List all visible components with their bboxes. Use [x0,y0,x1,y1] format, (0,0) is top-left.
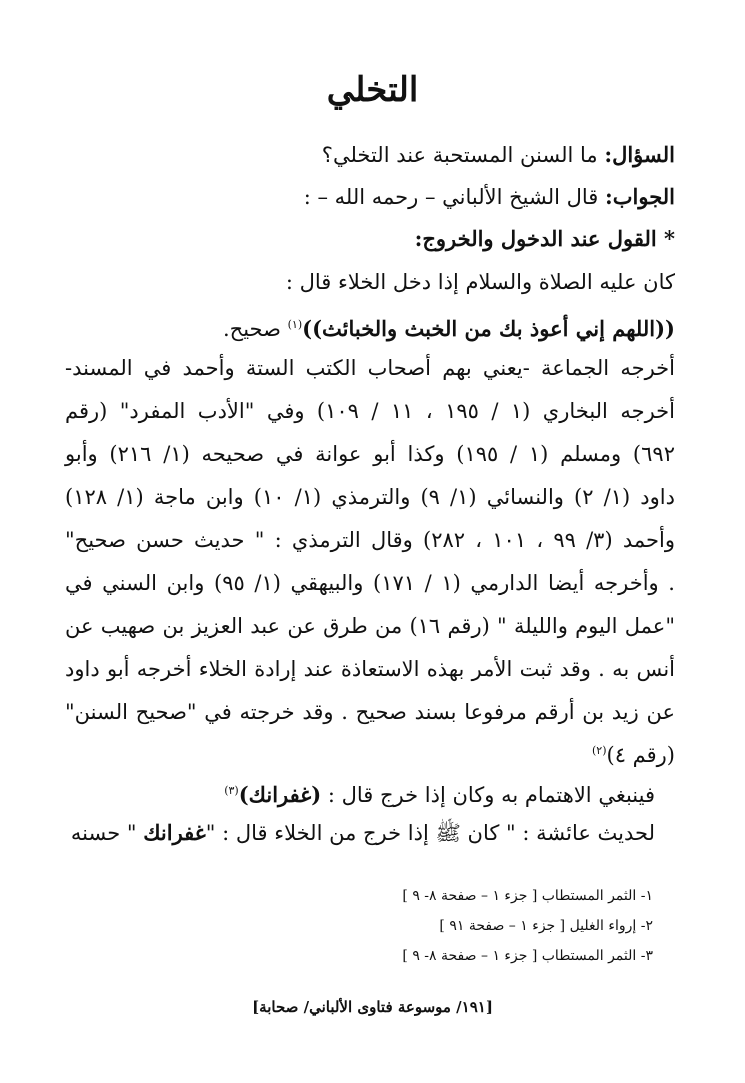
footnote-2: ٢- إرواء الغليل [ جزء ١ – صفحة ٩١ ] [439,918,653,934]
body-line-13 [65,776,655,810]
question-label: السؤال: [604,142,675,167]
body-line-3: أخرجه الجماعة -يعني بهم أصحاب الكتب الستة وأحمد في المسند- [65,356,675,380]
section-heading: * القول عند الدخول والخروج: [414,226,675,251]
body-line-14-b: غفرانك [143,820,206,845]
answer-text: قال الشيخ الألباني – رحمه الله – : [303,185,605,209]
hadith-text: ((اللهم إني أعوذ بك من الخبث والخبائث)) [302,316,675,341]
body-line-8: . وأخرجه أيضا الدارمي (١ / ١٧١) والبيهقي (١/ ٩٥) وابن السني في [65,571,675,595]
body-line-14 [65,818,655,848]
body-line-11: عن زيد بن أرقم مرفوعا بسند صحيح . وقد خرجته في "صحيح السنن" [65,700,675,724]
page-footer: [١٩١/ موسوعة فتاوى الألباني/ صحابة] [252,998,493,1016]
answer-label: الجواب: [605,184,675,209]
body-line-10: أنس به . وقد ثبت الأمر بهذه الاستعاذة عند إرادة الخلاء أخرجه أبو داود [65,657,675,681]
footnote-ref-3: (٣) [224,784,239,797]
footnote-3: ٣- الثمر المستطاب [ جزء ١ – صفحة ٨- ٩ ] [402,948,653,964]
ghufranak-text: (غفرانك) [238,782,322,807]
body-line-14-c: " حسنه [70,821,144,845]
page-title: التخلي [326,70,419,110]
body-line-13-text: فينبغي الاهتمام به وكان إذا خرج قال : [321,783,655,807]
footnote-ref-1: (١) [287,318,303,331]
body-line-14-a: لحديث عائشة : " كان ﷺ إذا خرج من الخلاء قال : " [205,821,655,845]
body-line-12-text: (رقم ٤) [606,743,675,767]
hadith-grade: صحيح. [222,317,288,341]
body-line-12 [65,736,675,770]
body-line-9: "عمل اليوم والليلة " (رقم ١٦) من طرق عن عبد العزيز بن صهيب عن [65,614,675,638]
body-line-6: داود (١/ ٢) والنسائي (١/ ٩) والترمذي (١/ ١٠) وابن ماجة (١/ ١٢٨) [65,485,675,509]
body-line-4: أخرجه البخاري (١ / ١٩٥ ، ١١ / ١٠٩) وفي "الأدب المفرد" (رقم [65,399,675,423]
footnote-1: ١- الثمر المستطاب [ جزء ١ – صفحة ٨- ٩ ] [402,888,653,904]
answer-line [65,182,675,212]
hadith-line [65,310,675,344]
body-line-5: ٦٩٢) ومسلم (١ / ١٩٥) وكذا أبو عوانة في صحيحه (١/ ٢١٦) وأبو [65,442,675,466]
body-line-7: وأحمد (٣/ ٩٩ ، ١٠١ ، ٢٨٢) وقال الترمذي : " حديث حسن صحيح" [65,528,675,552]
body-line-1: كان عليه الصلاة والسلام إذا دخل الخلاء قال : [285,270,675,294]
footnote-ref-2: (٢) [591,744,607,757]
footnote-divider [65,868,675,869]
question-line [65,140,675,170]
question-text: ما السنن المستحبة عند التخلي؟ [321,143,605,167]
